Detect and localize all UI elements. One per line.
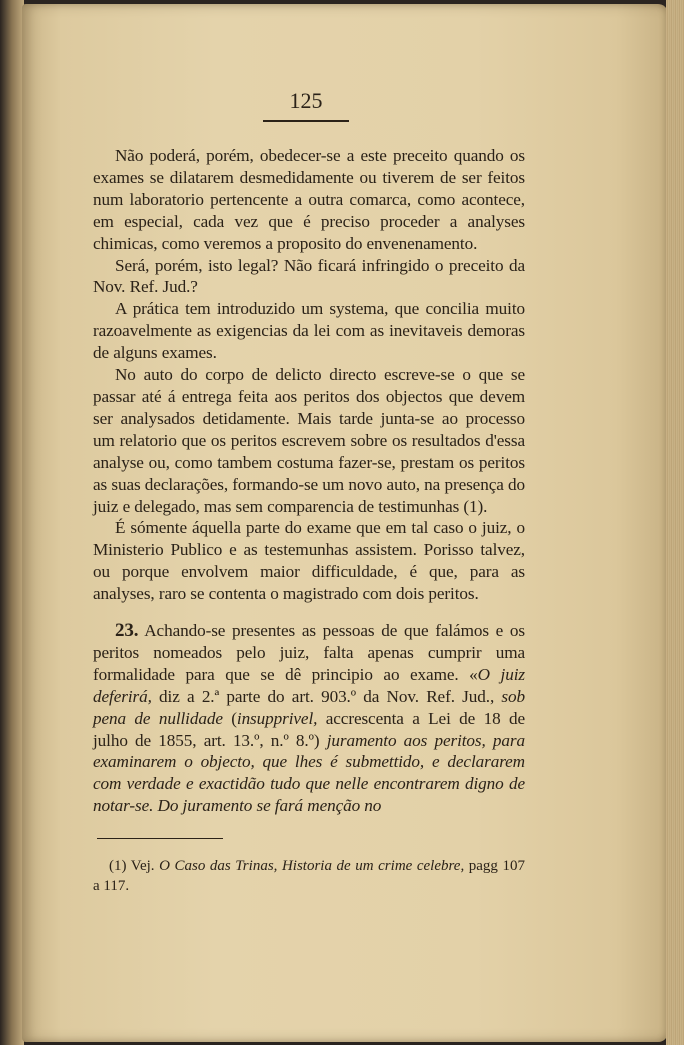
footnote-text-b: O Caso das Trinas, Historia de um crime celebre, bbox=[159, 858, 465, 874]
section-23-text-d: sob pena de nullidade bbox=[93, 686, 525, 728]
page-number-rule bbox=[263, 120, 349, 122]
section-23-text-f: insupprivel, bbox=[236, 708, 318, 728]
footnote-text-c: pagg 107 a 117. bbox=[93, 858, 525, 894]
section-number: 23. bbox=[115, 620, 139, 642]
footnote-1 bbox=[93, 856, 525, 896]
paragraph-2: Será, porém, isto legal? Não ficará infringido o preceito da Nov. Ref. Jud.? bbox=[93, 255, 525, 297]
footnote-rule bbox=[97, 838, 223, 839]
page-number: 125 bbox=[289, 88, 323, 113]
footnote bbox=[93, 856, 525, 896]
section-23-text-a: Achando-se presentes as pessoas de que falámos e os peritos nomeados pelo juiz, falta apenas cumprir uma formalidade para que se dê principio ao exame. « bbox=[93, 621, 525, 684]
section-23-text-h: juramento aos peritos, para examinarem o objecto, que lhes é submettido, e declararem com verdade e exactidão tudo que nelle encontrarem digno de notar-se. Do juramento se fará menção no bbox=[93, 730, 525, 816]
paragraph-5: É sómente áquella parte do exame que em tal caso o juiz, o Ministerio Publico e as testemunhas assistem. Porisso talvez, ou porque envolvem maior difficuldade, é que, para as analyses, raro se contenta o magistrado com dois peritos. bbox=[93, 518, 525, 604]
book-spine-shadow bbox=[0, 0, 24, 1045]
section-23-text-b: O juiz deferirá, bbox=[93, 664, 525, 706]
paragraph-3: A prática tem introduzido um systema, que concilia muito razoavelmente as exigencias da lei com as inevitaveis demoras de alguns exames. bbox=[93, 299, 525, 363]
paragraph-4: No auto do corpo de delicto directo escreve-se o que se passar até á entrega feita aos peritos dos objectos que devem ser analysados detidamente. Mais tarde junta-se ao processo um relatorio que os peritos escrevem sobre os resultados d'essa analyse ou, como tambem costuma fazer-se, prestam os peritos as suas declarações, formando-se um novo auto, na presença do juiz e delegado, mas sem comparencia de testimunhas (1). bbox=[93, 365, 525, 516]
body-text bbox=[93, 145, 525, 817]
section-23-text-g: accrescenta a Lei de 18 de julho de 1855, art. 13.º, n.º 8.º) bbox=[93, 708, 525, 750]
section-23-text-e: ( bbox=[222, 708, 237, 728]
section-23-text-c: diz a 2.ª parte do art. 903.º da Nov. Ref. Jud., bbox=[151, 686, 502, 706]
section-23 bbox=[93, 620, 525, 817]
paragraph-1: Não poderá, porém, obedecer-se a este preceito quando os exames se dilatarem desmedidamente ou tiverem de ser feitos num laboratorio pertencente a outra comarca, como acontece, em especial, cada vez que é preciso proceder a analyses chimicas, como veremos a proposito do envenenamento. bbox=[93, 146, 525, 253]
footnote-text-a: (1) Vej. bbox=[109, 858, 160, 874]
page-edges bbox=[666, 0, 684, 1045]
